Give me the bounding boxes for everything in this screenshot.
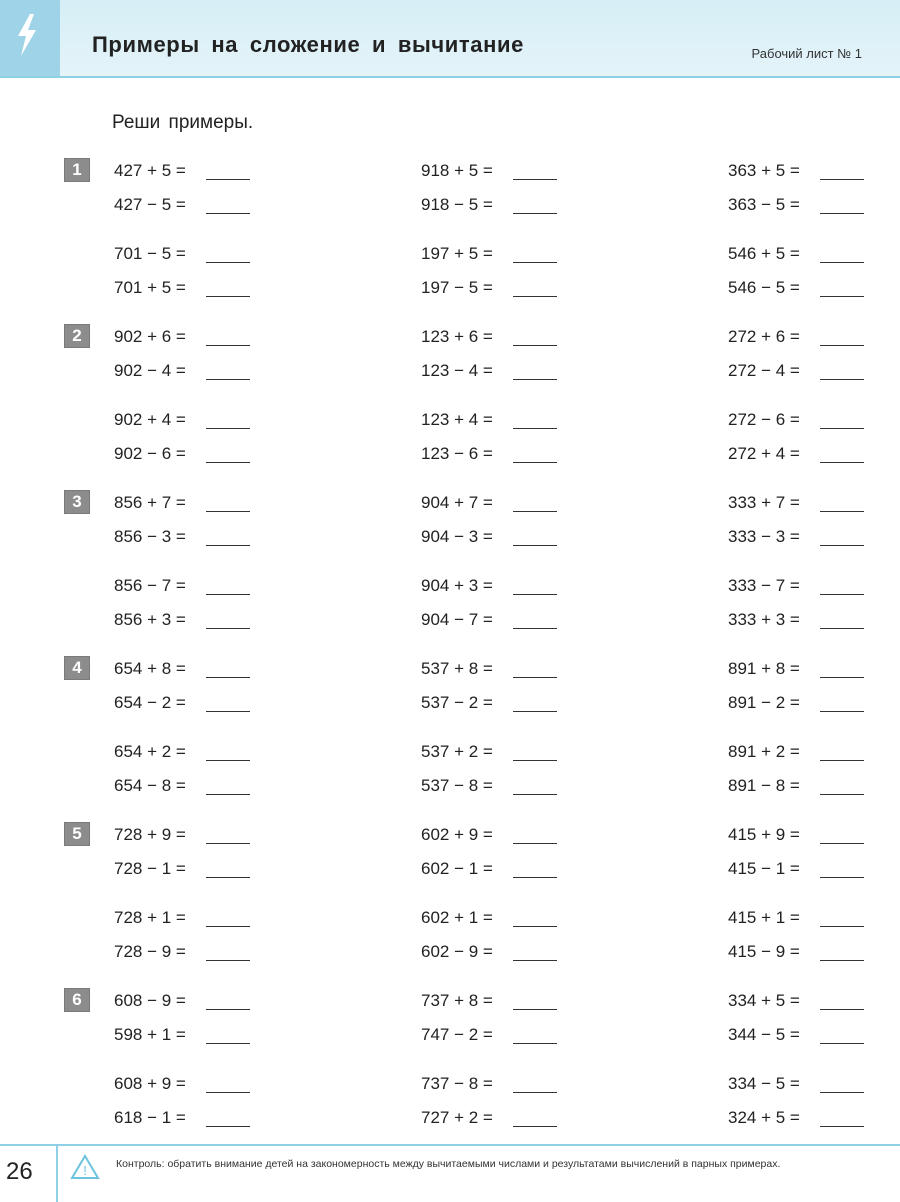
answer-blank[interactable] <box>206 345 250 346</box>
answer-blank[interactable] <box>206 379 250 380</box>
answer-blank[interactable] <box>206 296 250 297</box>
answer-blank[interactable] <box>513 677 557 678</box>
page-number: 26 <box>6 1158 33 1185</box>
answer-blank[interactable] <box>820 213 864 214</box>
example-expression: 602 + 9 = <box>421 825 493 844</box>
example-expression: 272 − 6 = <box>728 410 800 429</box>
example-expression: 856 − 3 = <box>114 527 186 546</box>
answer-blank[interactable] <box>206 179 250 180</box>
example-expression: 123 − 4 = <box>421 361 493 380</box>
answer-blank[interactable] <box>206 428 250 429</box>
answer-blank[interactable] <box>513 545 557 546</box>
example-expression: 415 − 9 = <box>728 942 800 961</box>
answer-blank[interactable] <box>513 345 557 346</box>
answer-blank[interactable] <box>820 594 864 595</box>
answer-blank[interactable] <box>206 545 250 546</box>
example-expression: 333 + 7 = <box>728 493 800 512</box>
example-expression: 654 + 2 = <box>114 742 186 761</box>
exercise-number-badge: 4 <box>64 656 90 680</box>
example-expression: 272 + 6 = <box>728 327 800 346</box>
answer-blank[interactable] <box>513 1092 557 1093</box>
answer-blank[interactable] <box>206 462 250 463</box>
example-expression: 123 + 4 = <box>421 410 493 429</box>
page-header <box>0 0 900 78</box>
example-expression: 427 − 5 = <box>114 195 186 214</box>
lightning-icon <box>0 0 60 76</box>
answer-blank[interactable] <box>820 794 864 795</box>
example-expression: 891 + 8 = <box>728 659 800 678</box>
example-expression: 537 + 2 = <box>421 742 493 761</box>
svg-text:!: ! <box>83 1163 87 1178</box>
example-expression: 891 − 2 = <box>728 693 800 712</box>
answer-blank[interactable] <box>206 628 250 629</box>
answer-blank[interactable] <box>513 296 557 297</box>
example-expression: 197 − 5 = <box>421 278 493 297</box>
answer-blank[interactable] <box>206 1092 250 1093</box>
example-expression: 324 + 5 = <box>728 1108 800 1127</box>
answer-blank[interactable] <box>206 926 250 927</box>
example-expression: 904 − 7 = <box>421 610 493 629</box>
example-expression: 537 − 8 = <box>421 776 493 795</box>
answer-blank[interactable] <box>513 1009 557 1010</box>
exercise-number-badge: 6 <box>64 988 90 1012</box>
worksheet-label: Рабочий лист № 1 <box>751 46 862 61</box>
answer-blank[interactable] <box>206 262 250 263</box>
example-expression: 728 − 9 = <box>114 942 186 961</box>
example-expression: 333 − 7 = <box>728 576 800 595</box>
example-expression: 856 + 3 = <box>114 610 186 629</box>
example-expression: 598 + 1 = <box>114 1025 186 1044</box>
instruction: Реши примеры. <box>112 112 254 133</box>
answer-blank[interactable] <box>820 1126 864 1127</box>
answer-blank[interactable] <box>513 711 557 712</box>
answer-blank[interactable] <box>820 262 864 263</box>
example-expression: 272 + 4 = <box>728 444 800 463</box>
answer-blank[interactable] <box>820 1009 864 1010</box>
example-expression: 654 + 8 = <box>114 659 186 678</box>
answer-blank[interactable] <box>206 711 250 712</box>
example-expression: 737 + 8 = <box>421 991 493 1010</box>
example-expression: 727 + 2 = <box>421 1108 493 1127</box>
example-expression: 902 + 6 = <box>114 327 186 346</box>
answer-blank[interactable] <box>820 345 864 346</box>
example-expression: 701 + 5 = <box>114 278 186 297</box>
answer-blank[interactable] <box>513 213 557 214</box>
answer-blank[interactable] <box>513 1126 557 1127</box>
example-expression: 602 − 1 = <box>421 859 493 878</box>
teacher-note: Контроль: обратить внимание детей на закономерность между вычитаемыми числами и результатами вычислений в парных примерах. <box>116 1158 781 1170</box>
example-expression: 123 + 6 = <box>421 327 493 346</box>
example-expression: 546 + 5 = <box>728 244 800 263</box>
answer-blank[interactable] <box>820 1092 864 1093</box>
answer-blank[interactable] <box>513 379 557 380</box>
example-expression: 654 − 8 = <box>114 776 186 795</box>
example-expression: 902 − 4 = <box>114 361 186 380</box>
example-expression: 415 + 9 = <box>728 825 800 844</box>
example-expression: 427 + 5 = <box>114 161 186 180</box>
answer-blank[interactable] <box>513 794 557 795</box>
example-expression: 537 − 2 = <box>421 693 493 712</box>
answer-blank[interactable] <box>820 877 864 878</box>
example-expression: 546 − 5 = <box>728 278 800 297</box>
answer-blank[interactable] <box>820 296 864 297</box>
answer-blank[interactable] <box>513 1043 557 1044</box>
example-expression: 918 − 5 = <box>421 195 493 214</box>
example-expression: 728 + 9 = <box>114 825 186 844</box>
answer-blank[interactable] <box>820 960 864 961</box>
example-expression: 602 + 1 = <box>421 908 493 927</box>
example-expression: 608 − 9 = <box>114 991 186 1010</box>
example-expression: 415 + 1 = <box>728 908 800 927</box>
answer-blank[interactable] <box>206 213 250 214</box>
answer-blank[interactable] <box>206 960 250 961</box>
example-expression: 123 − 6 = <box>421 444 493 463</box>
example-expression: 891 + 2 = <box>728 742 800 761</box>
answer-blank[interactable] <box>820 379 864 380</box>
example-expression: 918 + 5 = <box>421 161 493 180</box>
example-expression: 363 + 5 = <box>728 161 800 180</box>
footer-divider <box>56 1146 58 1202</box>
example-expression: 344 − 5 = <box>728 1025 800 1044</box>
example-expression: 728 − 1 = <box>114 859 186 878</box>
answer-blank[interactable] <box>820 711 864 712</box>
answer-blank[interactable] <box>820 926 864 927</box>
page-title: Примеры на сложение и вычитание <box>92 32 524 57</box>
answer-blank[interactable] <box>206 1043 250 1044</box>
example-expression: 728 + 1 = <box>114 908 186 927</box>
exercise-number-badge: 5 <box>64 822 90 846</box>
example-expression: 334 − 5 = <box>728 1074 800 1093</box>
answer-blank[interactable] <box>820 462 864 463</box>
example-expression: 856 − 7 = <box>114 576 186 595</box>
exercise-number-badge: 1 <box>64 158 90 182</box>
answer-blank[interactable] <box>820 428 864 429</box>
warning-icon <box>70 1154 100 1185</box>
answer-blank[interactable] <box>513 511 557 512</box>
answer-blank[interactable] <box>513 428 557 429</box>
example-expression: 701 − 5 = <box>114 244 186 263</box>
example-expression: 856 + 7 = <box>114 493 186 512</box>
answer-blank[interactable] <box>513 760 557 761</box>
answer-blank[interactable] <box>206 594 250 595</box>
example-expression: 197 + 5 = <box>421 244 493 263</box>
example-expression: 737 − 8 = <box>421 1074 493 1093</box>
answer-blank[interactable] <box>820 843 864 844</box>
answer-blank[interactable] <box>206 677 250 678</box>
answer-blank[interactable] <box>513 628 557 629</box>
answer-blank[interactable] <box>206 511 250 512</box>
example-expression: 363 − 5 = <box>728 195 800 214</box>
example-expression: 333 − 3 = <box>728 527 800 546</box>
example-expression: 602 − 9 = <box>421 942 493 961</box>
exercise-number-badge: 2 <box>64 324 90 348</box>
answer-blank[interactable] <box>206 794 250 795</box>
example-expression: 333 + 3 = <box>728 610 800 629</box>
example-expression: 618 − 1 = <box>114 1108 186 1127</box>
answer-blank[interactable] <box>206 760 250 761</box>
example-expression: 904 − 3 = <box>421 527 493 546</box>
answer-blank[interactable] <box>513 926 557 927</box>
answer-blank[interactable] <box>513 179 557 180</box>
answer-blank[interactable] <box>820 1043 864 1044</box>
answer-blank[interactable] <box>513 594 557 595</box>
answer-blank[interactable] <box>513 462 557 463</box>
example-expression: 537 + 8 = <box>421 659 493 678</box>
answer-blank[interactable] <box>820 677 864 678</box>
example-expression: 747 − 2 = <box>421 1025 493 1044</box>
answer-blank[interactable] <box>206 877 250 878</box>
answer-blank[interactable] <box>513 877 557 878</box>
page-footer <box>0 1144 900 1202</box>
example-expression: 608 + 9 = <box>114 1074 186 1093</box>
answer-blank[interactable] <box>820 760 864 761</box>
example-expression: 902 + 4 = <box>114 410 186 429</box>
example-expression: 891 − 8 = <box>728 776 800 795</box>
example-expression: 415 − 1 = <box>728 859 800 878</box>
answer-blank[interactable] <box>206 1126 250 1127</box>
answer-blank[interactable] <box>820 628 864 629</box>
answer-blank[interactable] <box>513 843 557 844</box>
answer-blank[interactable] <box>513 262 557 263</box>
answer-blank[interactable] <box>820 511 864 512</box>
answer-blank[interactable] <box>513 960 557 961</box>
example-expression: 272 − 4 = <box>728 361 800 380</box>
answer-blank[interactable] <box>206 843 250 844</box>
example-expression: 902 − 6 = <box>114 444 186 463</box>
exercise-number-badge: 3 <box>64 490 90 514</box>
answer-blank[interactable] <box>820 545 864 546</box>
answer-blank[interactable] <box>206 1009 250 1010</box>
example-expression: 334 + 5 = <box>728 991 800 1010</box>
example-expression: 654 − 2 = <box>114 693 186 712</box>
example-expression: 904 + 3 = <box>421 576 493 595</box>
example-expression: 904 + 7 = <box>421 493 493 512</box>
answer-blank[interactable] <box>820 179 864 180</box>
